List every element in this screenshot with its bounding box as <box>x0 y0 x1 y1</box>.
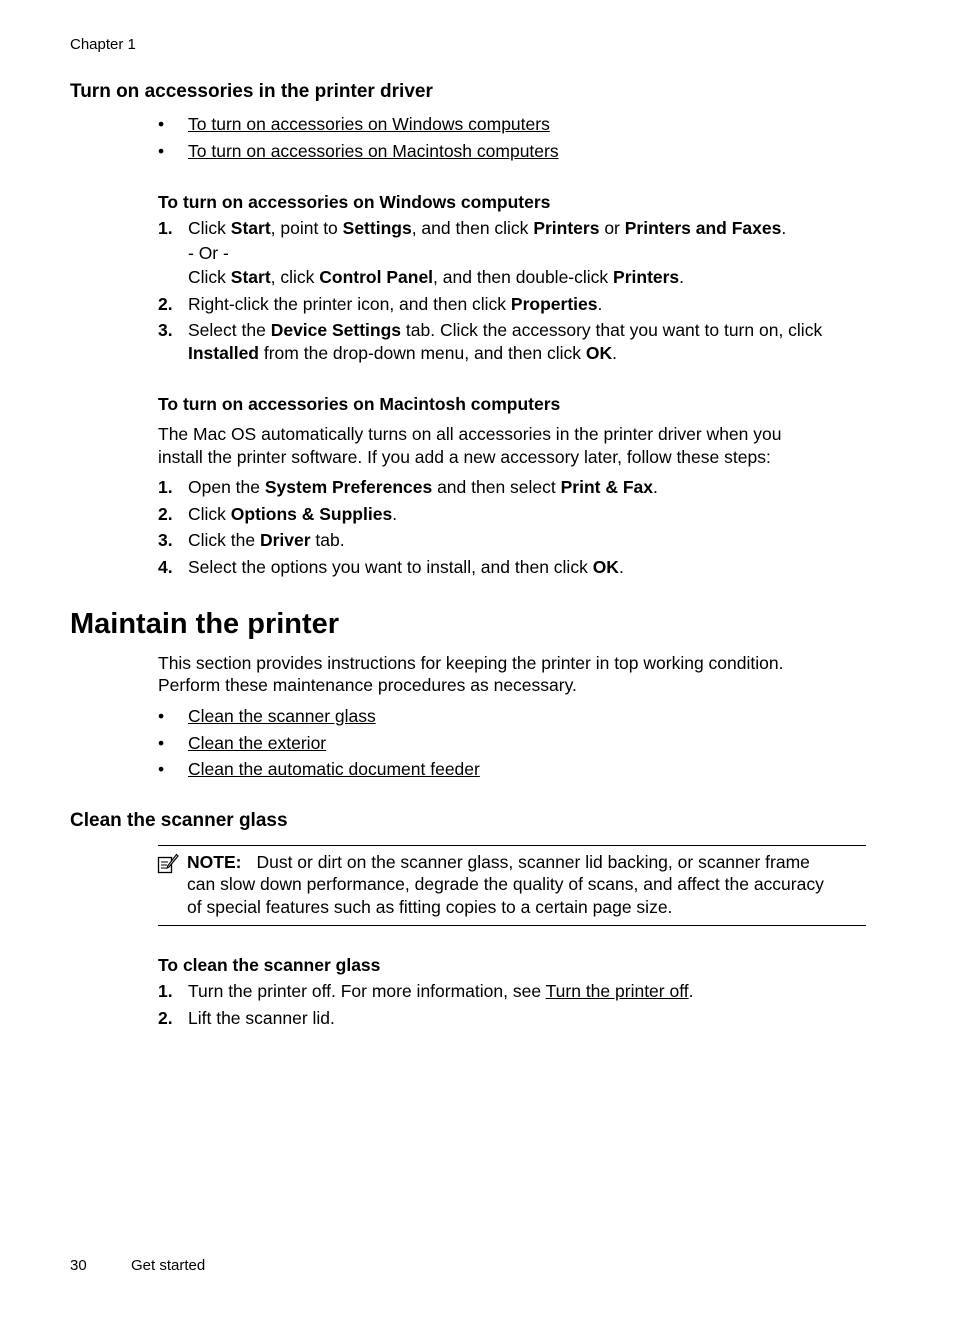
step-number: 2. <box>158 504 173 524</box>
maintain-intro-line-1: This section provides instructions for keeping the printer in top working condition. <box>158 653 784 673</box>
step-number: 1. <box>158 218 173 238</box>
mac-step-1: Open the System Preferences and then select Print & Fax. <box>188 477 658 497</box>
step-number: 1. <box>158 477 173 497</box>
bullet: • <box>158 733 165 753</box>
windows-step-3-line-1: Select the Device Settings tab. Click the accessory that you want to turn on, click <box>188 320 823 340</box>
windows-step-1: Click Start, point to Settings, and then click Printers or Printers and Faxes. <box>188 218 787 238</box>
section-heading-clean-glass: Clean the scanner glass <box>70 810 288 831</box>
note-top-rule <box>158 845 866 846</box>
link-clean-scanner-glass[interactable]: Clean the scanner glass <box>188 706 376 726</box>
clean-step-2: Lift the scanner lid. <box>188 1008 335 1028</box>
link-clean-exterior[interactable]: Clean the exterior <box>188 733 327 753</box>
mac-step-2: Click Options & Supplies. <box>188 504 398 524</box>
link-mac-accessories[interactable]: To turn on accessories on Macintosh computers <box>188 141 559 161</box>
subheading-clean-procedure: To clean the scanner glass <box>158 955 381 975</box>
bullet: • <box>158 759 165 779</box>
page-number: 30 <box>70 1257 87 1274</box>
note-bottom-rule <box>158 925 866 926</box>
maintain-intro-line-2: Perform these maintenance procedures as necessary. <box>158 675 577 695</box>
note-label: NOTE: <box>187 852 242 872</box>
step-number: 4. <box>158 557 173 577</box>
bullet: • <box>158 706 165 726</box>
mac-intro-line-1: The Mac OS automatically turns on all accessories in the printer driver when you <box>158 424 782 444</box>
windows-step-1-alt: Click Start, click Control Panel, and then double-click Printers. <box>188 267 685 287</box>
bullet: • <box>158 141 165 161</box>
windows-step-1-or: - Or - <box>188 243 229 263</box>
note-line-2: can slow down performance, degrade the quality of scans, and affect the accuracy <box>187 874 824 894</box>
note-line-3: of special features such as fitting copies to a certain page size. <box>187 897 673 917</box>
windows-step-2: Right-click the printer icon, and then click Properties. <box>188 294 603 314</box>
bullet: • <box>158 114 165 134</box>
link-clean-adf[interactable]: Clean the automatic document feeder <box>188 759 480 779</box>
subheading-mac: To turn on accessories on Macintosh computers <box>158 394 561 414</box>
note-line-1: NOTE: Dust or dirt on the scanner glass, scanner lid backing, or scanner frame <box>187 852 810 872</box>
link-turn-printer-off[interactable]: Turn the printer off <box>545 981 689 1001</box>
footer-section: Get started <box>131 1257 206 1274</box>
mac-step-3: Click the Driver tab. <box>188 530 345 550</box>
step-number: 2. <box>158 1008 173 1028</box>
clean-step-1: Turn the printer off. For more information, see Turn the printer off. <box>188 981 694 1001</box>
link-windows-accessories[interactable]: To turn on accessories on Windows computers <box>188 114 550 134</box>
page-heading-maintain: Maintain the printer <box>70 608 340 640</box>
mac-step-4: Select the options you want to install, and then click OK. <box>188 557 624 577</box>
mac-intro-line-2: install the printer software. If you add a new accessory later, follow these steps: <box>158 447 771 467</box>
note-pencil-icon <box>157 853 179 875</box>
step-number: 2. <box>158 294 173 314</box>
step-number: 3. <box>158 320 173 340</box>
windows-step-3-line-2: Installed from the drop-down menu, and then click OK. <box>188 343 617 363</box>
running-header: Chapter 1 <box>70 36 136 53</box>
step-number: 3. <box>158 530 173 550</box>
step-number: 1. <box>158 981 173 1001</box>
section-heading-accessories: Turn on accessories in the printer driver <box>70 81 433 102</box>
subheading-windows: To turn on accessories on Windows computers <box>158 192 551 212</box>
